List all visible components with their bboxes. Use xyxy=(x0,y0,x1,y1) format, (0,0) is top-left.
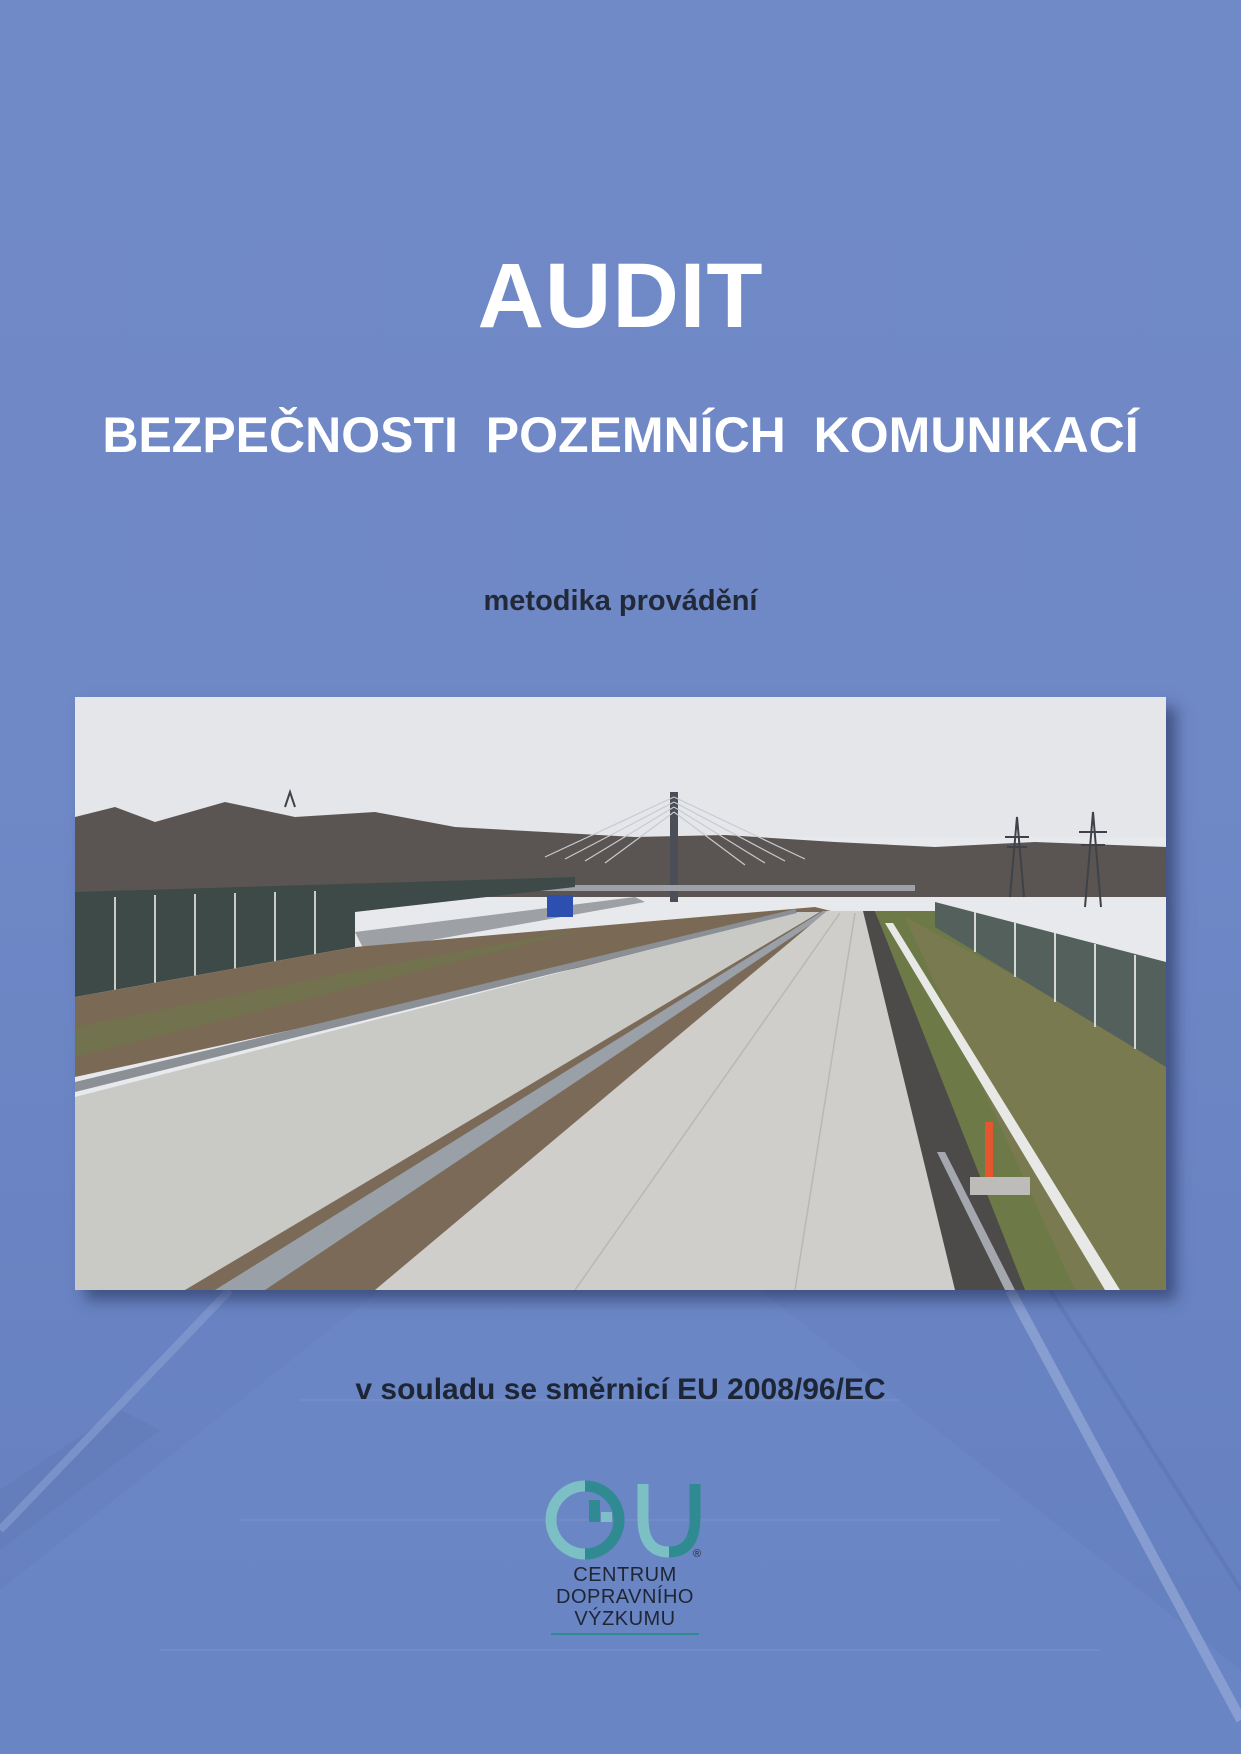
logo-line-1: CENTRUM xyxy=(573,1564,677,1586)
logo-underline xyxy=(551,1633,699,1635)
registered-mark: ® xyxy=(693,1548,702,1560)
page-title: AUDIT xyxy=(477,245,764,347)
motorway-photo xyxy=(75,697,1166,1290)
logo-line-2: DOPRAVNÍHO xyxy=(556,1586,694,1608)
cdv-logo xyxy=(545,1478,705,1638)
compliance-note: v souladu se směrnicí EU 2008/96/EC xyxy=(355,1373,886,1406)
logo-line-3: VÝZKUMU xyxy=(574,1608,676,1630)
page-subtitle: BEZPEČNOSTI POZEMNÍCH KOMUNIKACÍ xyxy=(102,407,1139,463)
cdv-logo-mark xyxy=(545,1478,705,1562)
tagline: metodika provádění xyxy=(483,585,758,617)
logo-wordmark xyxy=(545,1564,705,1630)
